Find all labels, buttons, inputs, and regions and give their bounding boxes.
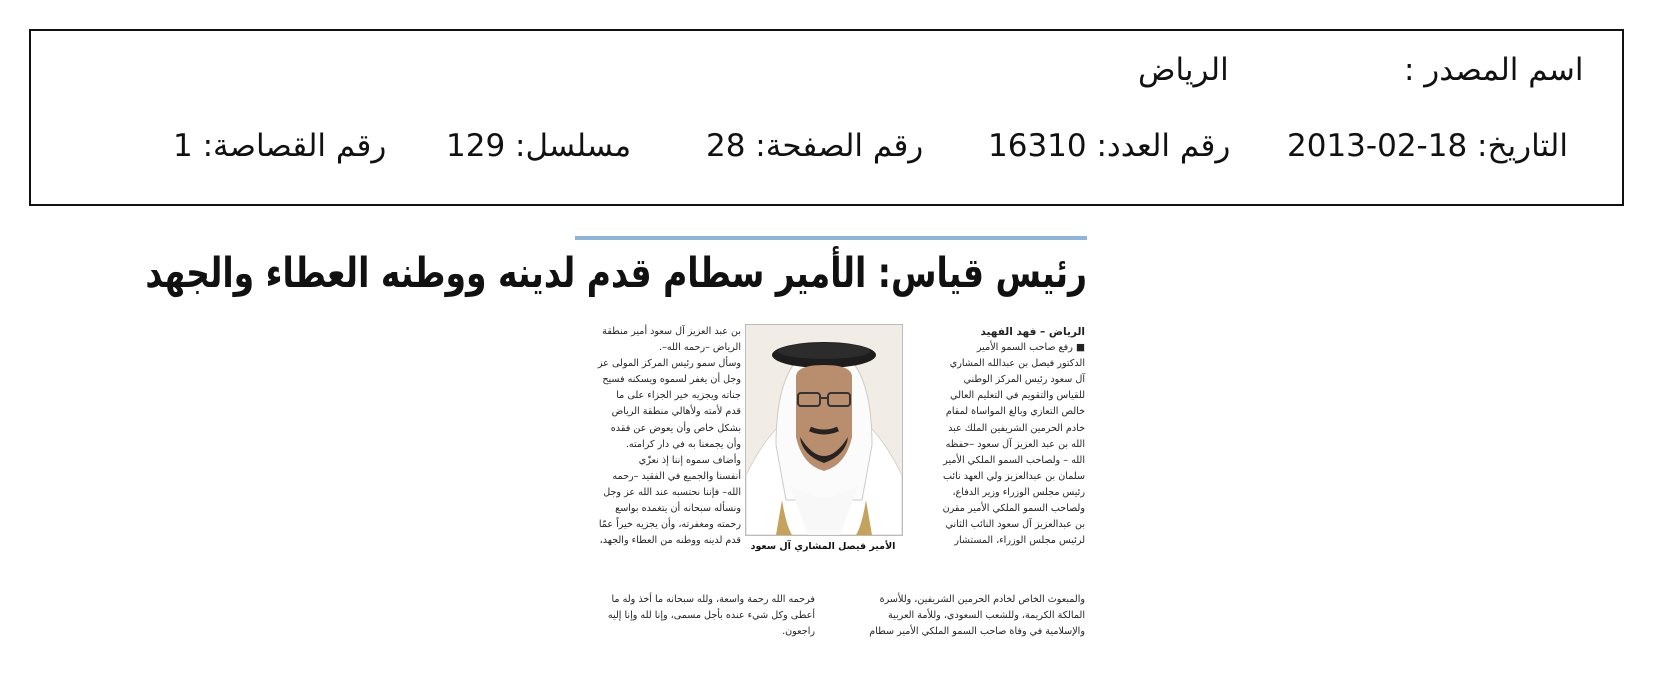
source-value: الرياض	[1138, 52, 1229, 88]
source-label: اسم المصدر :	[1404, 52, 1584, 88]
right-col-line: لرئيس مجلس الوزراء، المستشار	[954, 535, 1085, 547]
clipping-metadata-box	[29, 29, 1624, 206]
left-col-line: بن عبد العزيز آل سعود أمير منطقة	[602, 326, 741, 337]
issue-number-field: رقم العدد: 16310	[988, 128, 1231, 164]
serial-number-field: مسلسل: 129	[446, 128, 632, 164]
right-col-line: الله بن عبد العزيز آل سعود –حفظه	[945, 438, 1085, 450]
article-left-column	[575, 324, 741, 549]
left-col-line: قدم لأمته ولأهالي منطقة الرياض	[611, 406, 741, 418]
newspaper-clipping	[145, 236, 1087, 674]
bottom-right-line: والإسلامية في وفاة صاحب السمو الملكي الأمير سطام	[869, 626, 1085, 638]
left-col-line: بشكل خاص وأن يعوض عن فقده	[610, 422, 741, 434]
right-col-line: للقياس والتقويم في التعليم العالي	[950, 390, 1085, 402]
left-col-line: وأن يجمعنا به في دار كرامته.	[625, 438, 741, 450]
right-col-line: ولصاحب السمو الملكي الأمير مقرن	[942, 503, 1085, 515]
article-bottom-left	[575, 592, 815, 640]
right-col-line: الله – ولصاحب السمو الملكي الأمير	[943, 454, 1085, 466]
bottom-right-line: المالكة الكريمة، وللشعب السعودي، وللأمة العربية	[887, 610, 1085, 622]
right-col-line: خادم الحرمين الشريفين الملك عبد	[948, 422, 1085, 434]
right-col-line: سلمان بن عبدالعزيز ولي العهد نائب	[943, 470, 1085, 482]
clipping-number-field: رقم القصاصة: 1	[173, 128, 387, 164]
left-col-line: قدم لدينه ووطنه من العطاء والجهد،	[599, 535, 741, 547]
left-col-line: وجل أن يغفر لسموه ويسكنه فسيح	[602, 374, 741, 386]
left-col-line: ونسأله سبحانه أن يتغمده بواسع	[615, 503, 741, 515]
date-field: التاريخ: 18-02-2013	[1287, 128, 1568, 164]
right-col-line: خالص التعازي وبالغ المواساة لمقام	[945, 406, 1085, 418]
left-col-line: وأضاف سموه إننا إذ نعزّي	[638, 454, 741, 466]
bottom-left-line: أعطى وكل شيء عنده بأجل مسمى، وإنا لله وإنا إليه	[607, 610, 815, 622]
photo-caption: الأمير فيصل المشاري آل سعود	[750, 541, 896, 552]
article-headline: رئيس قياس: الأمير سطام قدم لدينه ووطنه العطاء والجهد	[145, 248, 1087, 297]
left-col-line: رحمته ومغفرته، وأن يجزيه خيراً عمّا	[598, 519, 741, 531]
right-col-line: الدكتور فيصل بن عبدالله المشاري	[949, 358, 1085, 370]
bottom-left-line: فرحمه الله رحمة واسعة، ولله سبحانه ما أخذ وله ما	[611, 594, 815, 605]
left-col-line: أنفسنا والجميع في الفقيد –رحمه	[612, 470, 741, 482]
clipping-top-rule	[575, 236, 1087, 240]
prince-portrait-photo	[745, 324, 903, 536]
left-col-line: وسأل سمو رئيس المركز المولى عز	[597, 358, 741, 370]
bottom-right-line: والمبعوث الخاص لخادم الحرمين الشريفين، وللأسرة	[879, 594, 1085, 605]
article-right-column	[905, 324, 1085, 549]
page-number-field: رقم الصفحة: 28	[706, 128, 924, 164]
bottom-left-line: راجعون.	[782, 626, 815, 638]
left-col-line: الله– فإننا نحتسبه عند الله عز وجل	[603, 486, 741, 498]
right-col-line: بن عبدالعزيز آل سعود النائب الثاني	[945, 519, 1085, 531]
article-byline: الرياض – فهد الفهيد	[980, 326, 1085, 338]
article-bottom-right	[825, 592, 1085, 640]
right-col-line: آل سعود رئيس المركز الوطني	[963, 374, 1085, 386]
left-col-line: الرياض –رحمه الله–.	[659, 342, 741, 354]
left-col-line: جناته ويجزيه خير الجزاء على ما	[616, 390, 741, 402]
right-col-line: ■ رفع صاحب السمو الأمير	[976, 342, 1085, 354]
right-col-line: رئيس مجلس الوزراء وزير الدفاع،	[952, 486, 1085, 498]
